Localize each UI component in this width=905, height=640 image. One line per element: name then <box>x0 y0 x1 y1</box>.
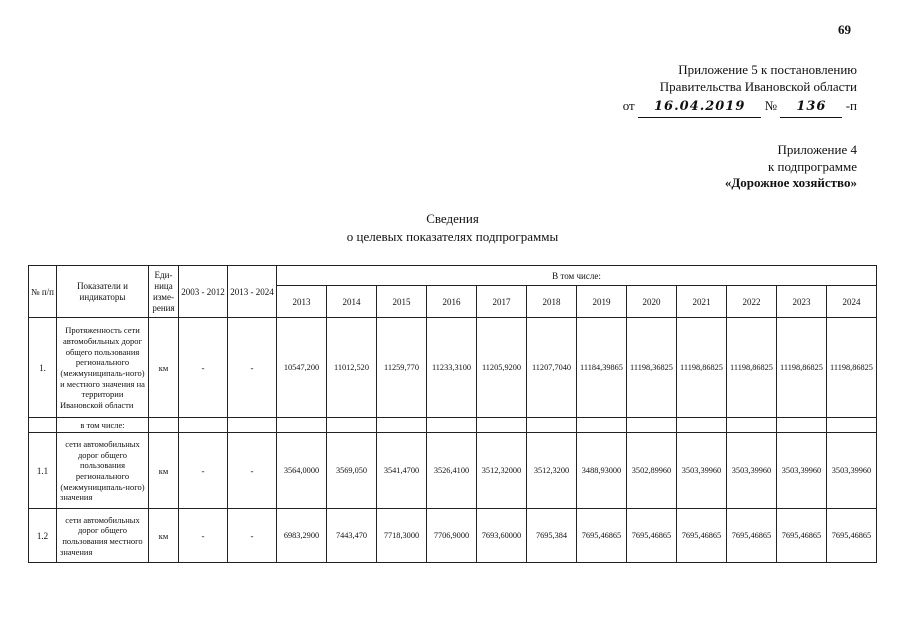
row-year-value: 7695,46865 <box>827 509 877 563</box>
row-year-value: 3541,4700 <box>377 433 427 509</box>
empty-cell <box>277 418 327 433</box>
row-indicator: сети автомобильных дорог общего пользования регионального (межмуниципаль-ного) значения <box>57 433 149 509</box>
row-year-value: 7695,46865 <box>727 509 777 563</box>
row-year-value: 3512,32000 <box>477 433 527 509</box>
row-year-value: 7718,3000 <box>377 509 427 563</box>
row-year-value: 10547,200 <box>277 318 327 418</box>
row-indicator: сети автомобильных дорог общего пользования местного значения <box>57 509 149 563</box>
row-unit: км <box>149 433 179 509</box>
col-header-year: 2019 <box>577 286 627 318</box>
row-unit: км <box>149 318 179 418</box>
row-period1-value: - <box>179 318 228 418</box>
row-year-value: 7695,384 <box>527 509 577 563</box>
empty-cell <box>228 418 277 433</box>
col-header-year: 2015 <box>377 286 427 318</box>
col-header-year: 2021 <box>677 286 727 318</box>
document-title <box>0 210 905 245</box>
col-header-year: 2013 <box>277 286 327 318</box>
empty-cell <box>149 418 179 433</box>
row-year-value: 11198,86825 <box>777 318 827 418</box>
subprogram-name: «Дорожное хозяйство» <box>724 175 857 191</box>
row-year-value: 11184,39865 <box>577 318 627 418</box>
annex4-line2: к подпрограмме <box>767 158 857 174</box>
row-unit: км <box>149 509 179 563</box>
empty-cell <box>777 418 827 433</box>
row-year-value: 7695,46865 <box>577 509 627 563</box>
table-header-row-1 <box>29 266 877 286</box>
empty-cell <box>577 418 627 433</box>
col-header-year: 2022 <box>727 286 777 318</box>
row-year-value: 3526,4100 <box>427 433 477 509</box>
col-header-year: 2016 <box>427 286 477 318</box>
col-header-year: 2020 <box>627 286 677 318</box>
empty-cell <box>427 418 477 433</box>
row-year-value: 3503,39960 <box>777 433 827 509</box>
row-year-value: 7693,60000 <box>477 509 527 563</box>
col-header-period1: 2003 - 2012 <box>179 266 228 318</box>
empty-cell <box>527 418 577 433</box>
col-header-indicators: Показатели и индикаторы <box>57 266 149 318</box>
row-period2-value: - <box>228 433 277 509</box>
col-header-including: В том числе: <box>277 266 877 286</box>
row-year-value: 3512,3200 <box>527 433 577 509</box>
table-row <box>29 318 877 418</box>
empty-cell <box>827 418 877 433</box>
number-suffix: -п <box>845 97 857 113</box>
indicators-table <box>28 265 877 563</box>
table-subheader-row <box>29 418 877 433</box>
row-year-value: 7695,46865 <box>677 509 727 563</box>
row-year-value: 11205,9200 <box>477 318 527 418</box>
row-year-value: 7443,470 <box>327 509 377 563</box>
handwritten-number: 136 <box>780 99 842 118</box>
table-row <box>29 433 877 509</box>
col-header-year: 2024 <box>827 286 877 318</box>
row-year-value: 3503,39960 <box>827 433 877 509</box>
title-line2: о целевых показателях подпрограммы <box>346 228 559 244</box>
table-row <box>29 509 877 563</box>
col-header-year: 2023 <box>777 286 827 318</box>
col-header-year: 2018 <box>527 286 577 318</box>
row-year-value: 3564,0000 <box>277 433 327 509</box>
row-year-value: 11198,86825 <box>677 318 727 418</box>
annex5-date-line <box>0 98 857 118</box>
empty-cell <box>179 418 228 433</box>
row-year-value: 11207,7040 <box>527 318 577 418</box>
row-year-value: 3502,89960 <box>627 433 677 509</box>
empty-cell <box>377 418 427 433</box>
empty-cell <box>327 418 377 433</box>
empty-cell <box>29 418 57 433</box>
row-year-value: 3488,93000 <box>577 433 627 509</box>
handwritten-date: 16.04.2019 <box>638 99 761 118</box>
col-header-num: № п/п <box>29 266 57 318</box>
annex5-block <box>0 0 857 118</box>
row-year-value: 11198,86825 <box>727 318 777 418</box>
empty-cell <box>627 418 677 433</box>
annex4-block <box>0 142 857 193</box>
number-sign: № <box>764 97 778 113</box>
row-number: 1. <box>29 318 57 418</box>
annex5-line1: Приложение 5 к постановлению <box>678 62 857 77</box>
subheader-label: в том числе: <box>57 418 149 433</box>
col-header-unit: Еди-ница изме-рения <box>149 266 179 318</box>
page-number: 69 <box>838 22 851 37</box>
row-year-value: 11198,86825 <box>827 318 877 418</box>
row-period1-value: - <box>179 433 228 509</box>
from-word: от <box>622 97 635 113</box>
empty-cell <box>727 418 777 433</box>
col-header-year: 2014 <box>327 286 377 318</box>
row-period1-value: - <box>179 509 228 563</box>
row-number: 1.1 <box>29 433 57 509</box>
row-year-value: 3569,050 <box>327 433 377 509</box>
col-header-year: 2017 <box>477 286 527 318</box>
empty-cell <box>677 418 727 433</box>
col-header-period2: 2013 - 2024 <box>228 266 277 318</box>
row-year-value: 3503,39960 <box>677 433 727 509</box>
annex4-line1: Приложение 4 <box>777 141 857 157</box>
row-number: 1.2 <box>29 509 57 563</box>
row-indicator: Протяженность сети автомобильных дорог общего пользования регионального (межмуниципаль-ного) и местного значения на территории Ивановской области <box>57 318 149 418</box>
row-period2-value: - <box>228 509 277 563</box>
row-year-value: 7695,46865 <box>627 509 677 563</box>
title-line1: Сведения <box>426 211 479 227</box>
row-year-value: 11259,770 <box>377 318 427 418</box>
row-year-value: 7695,46865 <box>777 509 827 563</box>
row-year-value: 7706,9000 <box>427 509 477 563</box>
row-year-value: 11198,36825 <box>627 318 677 418</box>
annex5-line2: Правительства Ивановской области <box>659 78 857 94</box>
row-period2-value: - <box>228 318 277 418</box>
empty-cell <box>477 418 527 433</box>
row-year-value: 6983,2900 <box>277 509 327 563</box>
row-year-value: 11233,3100 <box>427 318 477 418</box>
row-year-value: 11012,520 <box>327 318 377 418</box>
row-year-value: 3503,39960 <box>727 433 777 509</box>
